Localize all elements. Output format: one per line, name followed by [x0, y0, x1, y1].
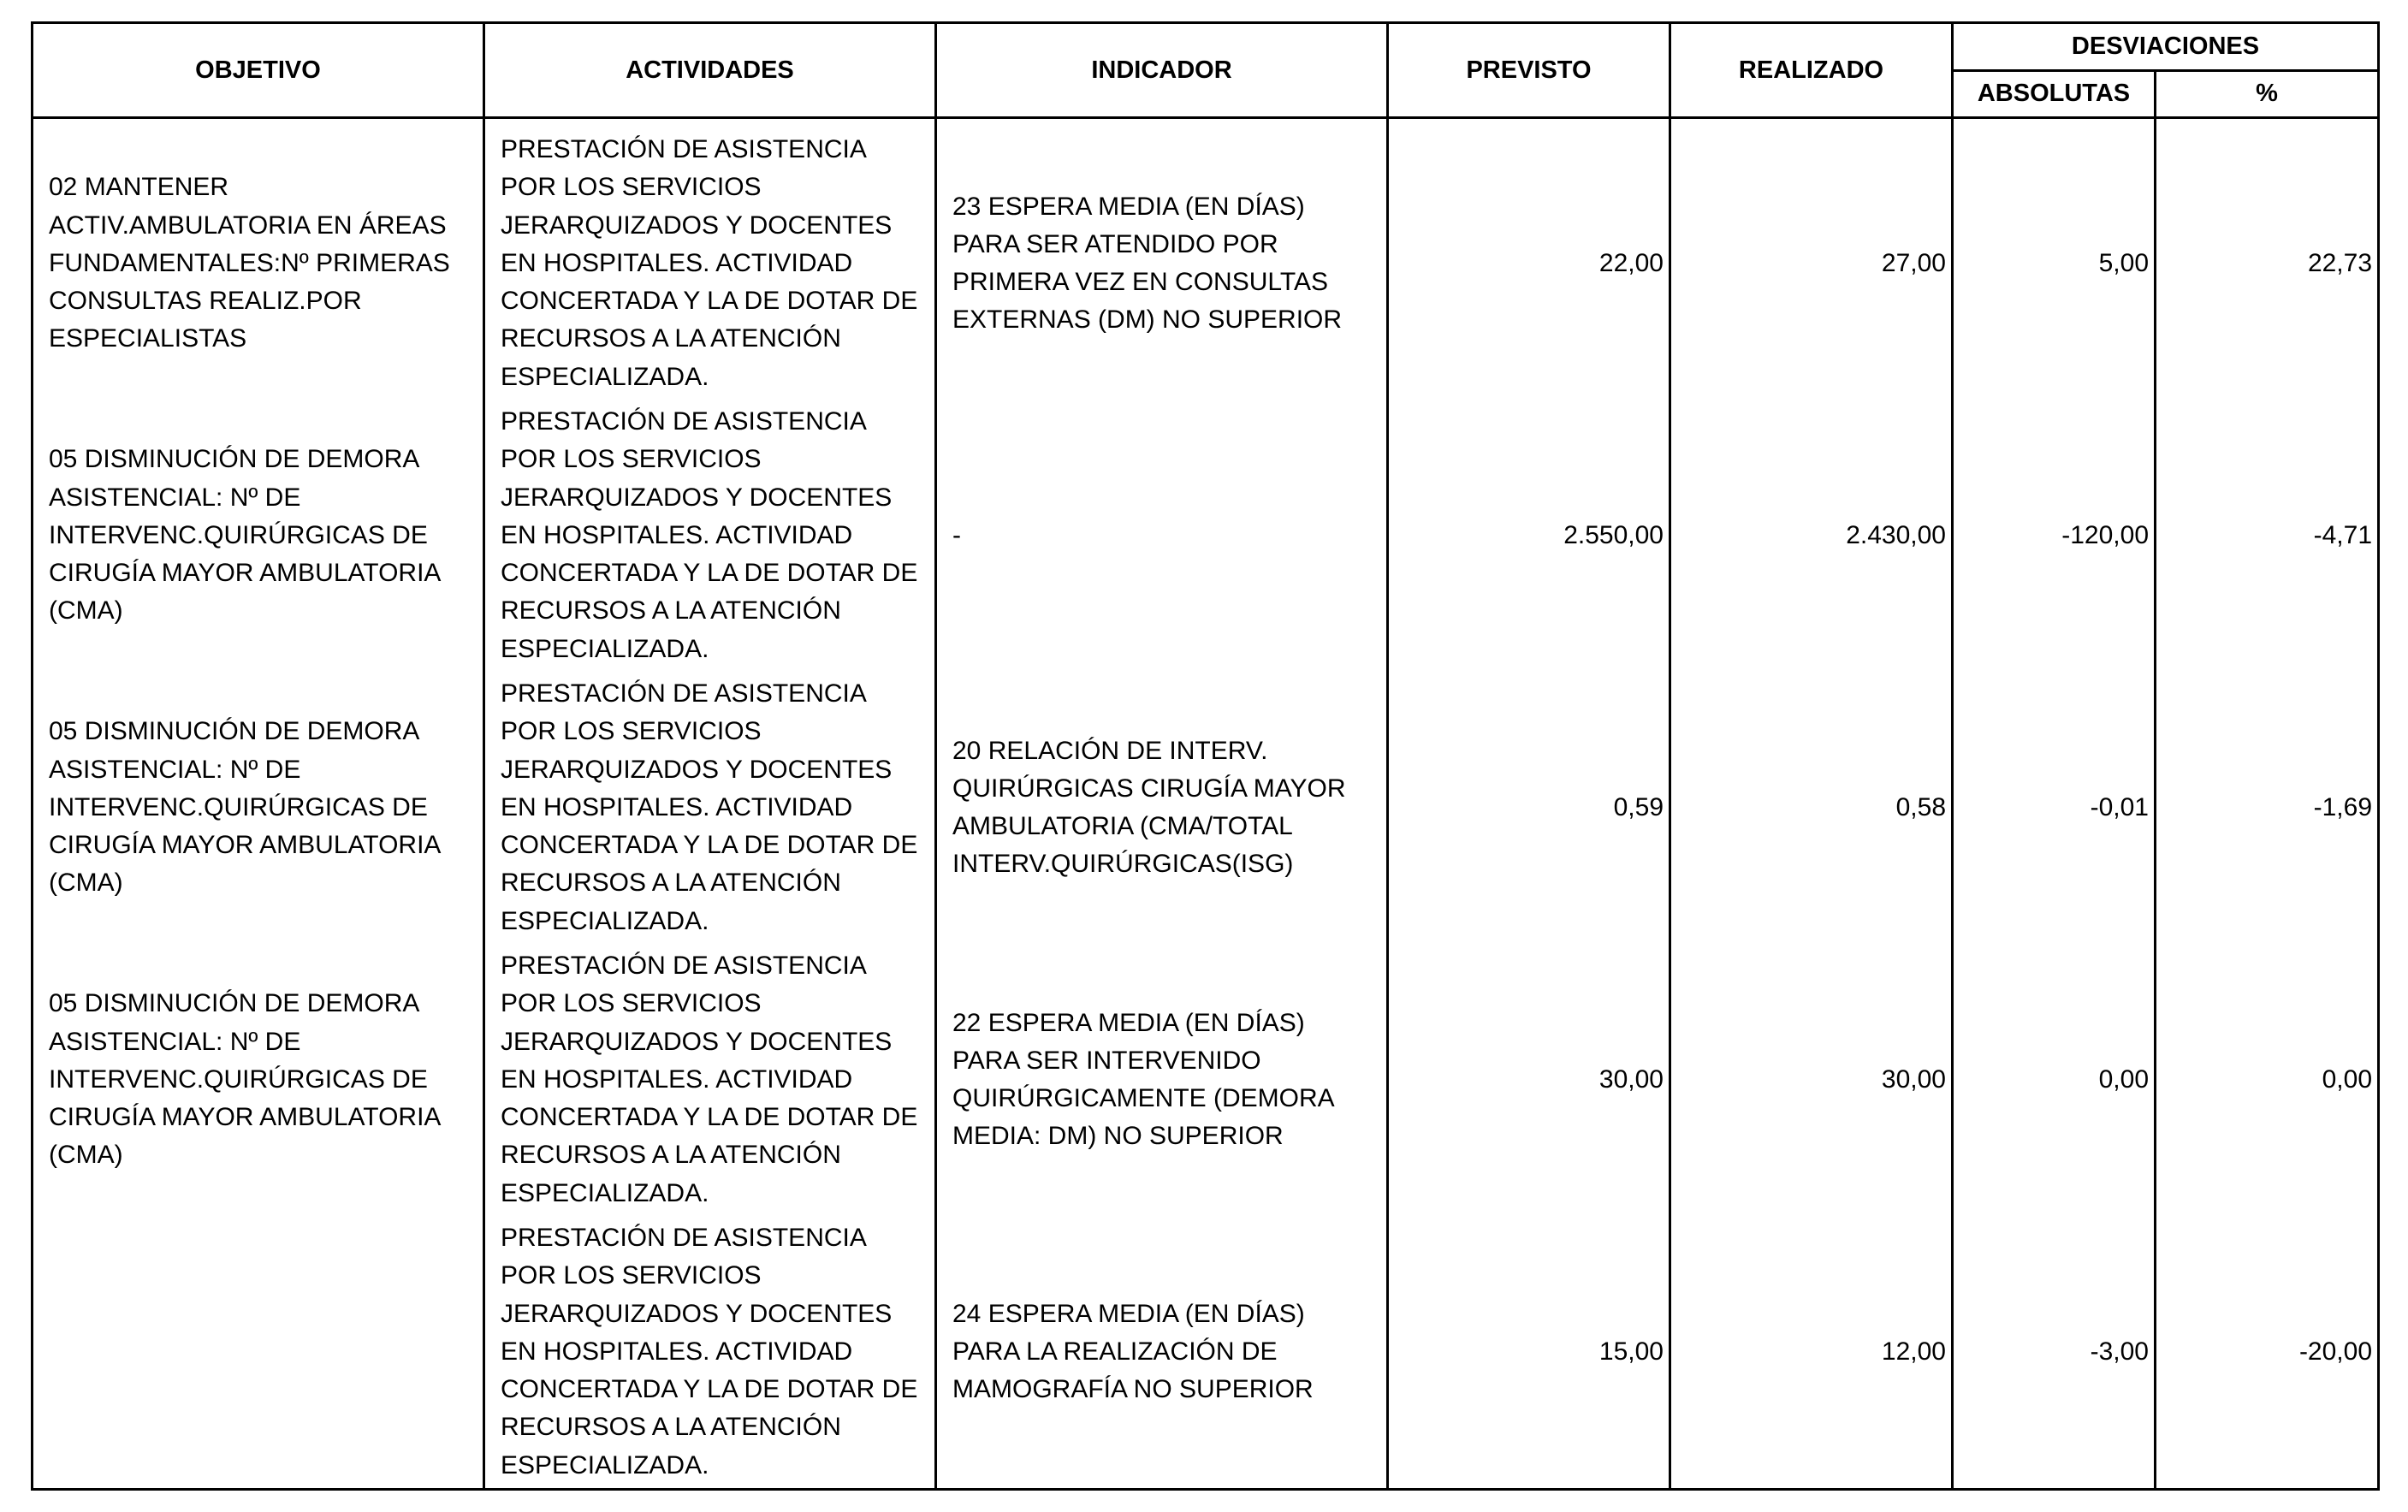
cell-indicador: 22 ESPERA MEDIA (EN DÍAS) PARA SER INTERVENIDO QUIRÚRGICAMENTE (DEMORA MEDIA: DM) NO SUPERIOR: [936, 944, 1388, 1216]
cell-previsto: 22,00: [1388, 118, 1670, 400]
table-row: [33, 672, 2379, 944]
header-desviaciones: DESVIACIONES: [1953, 23, 2379, 71]
table-row: [33, 944, 2379, 1216]
cell-porcentaje: 22,73: [2156, 118, 2379, 400]
cell-actividades: PRESTACIÓN DE ASISTENCIA POR LOS SERVICIOS JERARQUIZADOS Y DOCENTES EN HOSPITALES. ACTIVIDAD CONCERTADA Y LA DE DOTAR DE RECURSOS A LA ATENCIÓN ESPECIALIZADA.: [484, 944, 936, 1216]
cell-absolutas: -3,00: [1953, 1216, 2156, 1490]
table-header: [33, 23, 2379, 118]
cell-actividades: PRESTACIÓN DE ASISTENCIA POR LOS SERVICIOS JERARQUIZADOS Y DOCENTES EN HOSPITALES. ACTIVIDAD CONCERTADA Y LA DE DOTAR DE RECURSOS A LA ATENCIÓN ESPECIALIZADA.: [484, 400, 936, 672]
cell-objetivo: 05 DISMINUCIÓN DE DEMORA ASISTENCIAL: Nº DE INTERVENC.QUIRÚRGICAS DE CIRUGÍA MAYOR AMBULATORIA (CMA): [33, 400, 484, 672]
header-realizado: REALIZADO: [1670, 23, 1953, 118]
cell-porcentaje: 0,00: [2156, 944, 2379, 1216]
header-row: [33, 23, 2379, 71]
cell-indicador: 20 RELACIÓN DE INTERV. QUIRÚRGICAS CIRUGÍA MAYOR AMBULATORIA (CMA/TOTAL INTERV.QUIRÚRGICAS(ISG): [936, 672, 1388, 944]
cell-absolutas: 5,00: [1953, 118, 2156, 400]
cell-indicador: 24 ESPERA MEDIA (EN DÍAS) PARA LA REALIZACIÓN DE MAMOGRAFÍA NO SUPERIOR: [936, 1216, 1388, 1490]
cell-porcentaje: -20,00: [2156, 1216, 2379, 1490]
table-row: [33, 118, 2379, 400]
cell-absolutas: -120,00: [1953, 400, 2156, 672]
table-row: [33, 400, 2379, 672]
cell-previsto: 15,00: [1388, 1216, 1670, 1490]
cell-porcentaje: -4,71: [2156, 400, 2379, 672]
cell-previsto: 30,00: [1388, 944, 1670, 1216]
cell-realizado: 0,58: [1670, 672, 1953, 944]
cell-indicador: 23 ESPERA MEDIA (EN DÍAS) PARA SER ATENDIDO POR PRIMERA VEZ EN CONSULTAS EXTERNAS (DM) NO SUPERIOR: [936, 118, 1388, 400]
cell-realizado: 27,00: [1670, 118, 1953, 400]
header-absolutas: ABSOLUTAS: [1953, 70, 2156, 118]
cell-actividades: PRESTACIÓN DE ASISTENCIA POR LOS SERVICIOS JERARQUIZADOS Y DOCENTES EN HOSPITALES. ACTIVIDAD CONCERTADA Y LA DE DOTAR DE RECURSOS A LA ATENCIÓN ESPECIALIZADA.: [484, 672, 936, 944]
header-porcentaje: %: [2156, 70, 2379, 118]
cell-absolutas: 0,00: [1953, 944, 2156, 1216]
table-body: [33, 118, 2379, 1490]
cell-porcentaje: -1,69: [2156, 672, 2379, 944]
cell-absolutas: -0,01: [1953, 672, 2156, 944]
header-previsto: PREVISTO: [1388, 23, 1670, 118]
cell-indicador: -: [936, 400, 1388, 672]
cell-realizado: 12,00: [1670, 1216, 1953, 1490]
cell-previsto: 2.550,00: [1388, 400, 1670, 672]
cell-objetivo: [33, 1216, 484, 1490]
cell-actividades: PRESTACIÓN DE ASISTENCIA POR LOS SERVICIOS JERARQUIZADOS Y DOCENTES EN HOSPITALES. ACTIVIDAD CONCERTADA Y LA DE DOTAR DE RECURSOS A LA ATENCIÓN ESPECIALIZADA.: [484, 1216, 936, 1490]
cell-realizado: 2.430,00: [1670, 400, 1953, 672]
indicators-table: [31, 21, 2380, 1491]
header-actividades: ACTIVIDADES: [484, 23, 936, 118]
cell-realizado: 30,00: [1670, 944, 1953, 1216]
cell-objetivo: 02 MANTENER ACTIV.AMBULATORIA EN ÁREAS FUNDAMENTALES:Nº PRIMERAS CONSULTAS REALIZ.POR ESPECIALISTAS: [33, 118, 484, 400]
header-objetivo: OBJETIVO: [33, 23, 484, 118]
cell-actividades: PRESTACIÓN DE ASISTENCIA POR LOS SERVICIOS JERARQUIZADOS Y DOCENTES EN HOSPITALES. ACTIVIDAD CONCERTADA Y LA DE DOTAR DE RECURSOS A LA ATENCIÓN ESPECIALIZADA.: [484, 118, 936, 400]
header-indicador: INDICADOR: [936, 23, 1388, 118]
cell-objetivo: 05 DISMINUCIÓN DE DEMORA ASISTENCIAL: Nº DE INTERVENC.QUIRÚRGICAS DE CIRUGÍA MAYOR AMBULATORIA (CMA): [33, 944, 484, 1216]
cell-objetivo: 05 DISMINUCIÓN DE DEMORA ASISTENCIAL: Nº DE INTERVENC.QUIRÚRGICAS DE CIRUGÍA MAYOR AMBULATORIA (CMA): [33, 672, 484, 944]
table-row: [33, 1216, 2379, 1490]
cell-previsto: 0,59: [1388, 672, 1670, 944]
